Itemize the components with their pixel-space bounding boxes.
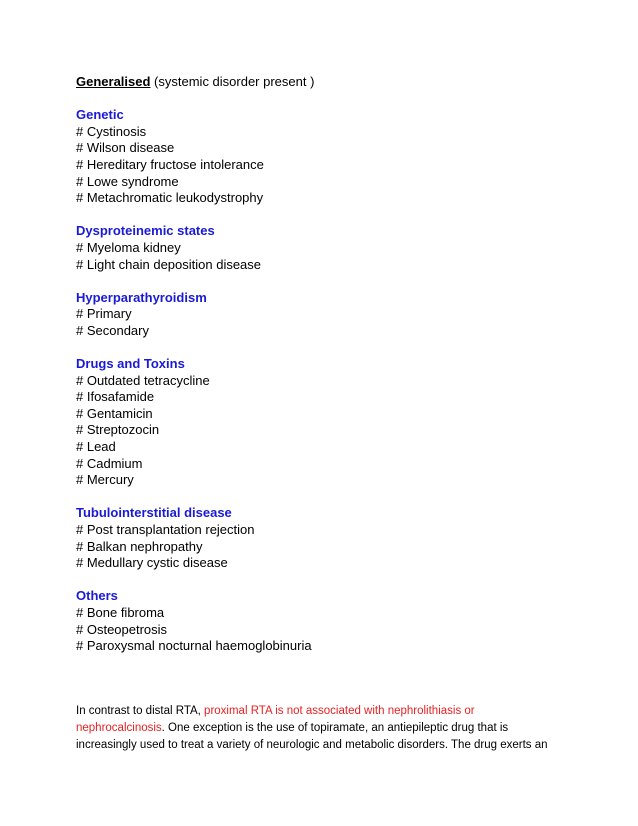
section-title: Tubulointerstitial disease: [76, 505, 232, 521]
list-item: # Cystinosis: [76, 123, 147, 139]
paragraph-rest: . One exception is the use of topiramate, an antiepileptic drug that is increasingly used to treat a variety of neurologic and metabolic disorders. The drug exerts an: [76, 722, 548, 751]
heading-title: Generalised: [76, 74, 151, 89]
list-item: # Streptozocin: [76, 422, 160, 438]
document-body: [76, 74, 576, 655]
heading-subtitle: (systemic disorder present ): [150, 74, 315, 89]
list-item: # Paroxysmal nocturnal haemoglobinuria: [76, 638, 312, 654]
section-genetic: [76, 107, 576, 207]
list-item: # Secondary: [76, 322, 149, 338]
list-item: # Balkan nephropathy: [76, 538, 203, 554]
list-item: # Lead: [76, 439, 116, 455]
sections-list: [76, 107, 576, 655]
section-title: Drugs and Toxins: [76, 356, 185, 372]
list-item: # Medullary cystic disease: [76, 555, 228, 571]
section-title: Dysproteinemic states: [76, 223, 215, 239]
body-paragraph: [76, 703, 556, 754]
list-item: # Mercury: [76, 472, 134, 488]
page-heading: [76, 74, 576, 91]
list-item: # Lowe syndrome: [76, 173, 179, 189]
list-item: # Ifosafamide: [76, 389, 155, 405]
list-item: # Gentamicin: [76, 405, 153, 421]
section-dysproteinemic-states: [76, 223, 576, 273]
paragraph-intro: In contrast to distal RTA,: [76, 705, 205, 717]
list-item: # Metachromatic leukodystrophy: [76, 190, 264, 206]
list-item: # Light chain deposition disease: [76, 256, 262, 272]
list-item: # Wilson disease: [76, 140, 175, 156]
list-item: # Osteopetrosis: [76, 621, 168, 637]
list-item: # Cadmium: [76, 455, 143, 471]
section-tubulointerstitial-disease: [76, 505, 576, 571]
list-item: # Myeloma kidney: [76, 239, 181, 255]
section-title: Hyperparathyroidism: [76, 289, 207, 305]
section-drugs-and-toxins: [76, 356, 576, 489]
list-item: # Bone fibroma: [76, 605, 165, 620]
list-item: # Hereditary fructose intolerance: [76, 156, 264, 172]
section-title: Others: [76, 588, 118, 604]
list-item: # Primary: [76, 306, 132, 322]
section-others: [76, 588, 576, 654]
list-item: # Post transplantation rejection: [76, 522, 255, 538]
list-item: # Outdated tetracycline: [76, 372, 210, 388]
section-hyperparathyroidism: [76, 290, 576, 340]
section-title: Genetic: [76, 107, 124, 123]
paragraph-highlight: proximal RTA is not associated with nephrolithiasis or nephrocalcinosis: [76, 705, 475, 734]
